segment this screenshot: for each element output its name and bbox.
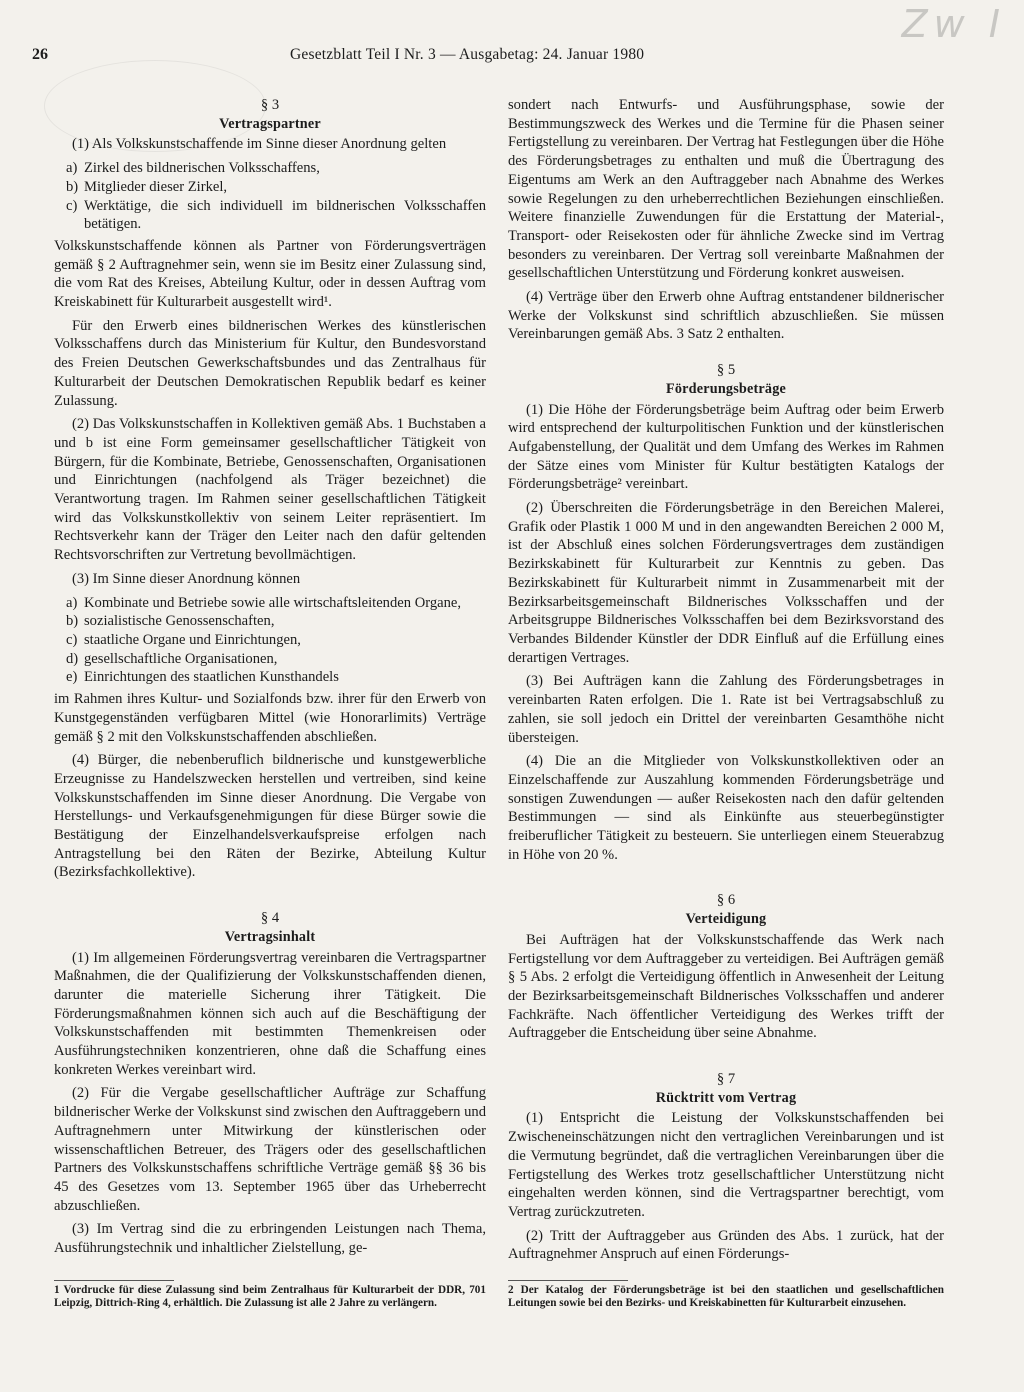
- s6-paragraph-1: Bei Aufträgen hat der Volkskunstschaffende das Werk nach Fertigstellung vor dem Auftraggeber zu verteidigen. Bei Aufträgen gemäß § 5 Abs. 2 erfolgt die Verteidigung öffentlich in Anwesenheit der Leitung der Bezirksarbeitsgemeinschaft Bildnerisches Volksschaffen und anderer Fachkräfte. Nach öffentlicher Verteidigung des Werkes trifft der Auftraggeber die Entscheidung über seine Abnahme.: [508, 931, 944, 1042]
- s3-list-1: [54, 159, 486, 234]
- left-column: [54, 96, 486, 1263]
- section-7-number: § 7: [716, 1071, 736, 1088]
- s5-paragraph-1: (1) Die Höhe der Förderungsbeträge beim Auftrag oder beim Erwerb wird entsprechend der kulturpolitischen Funktion und der künstlerischen Aufgabenstellung, der Qualität und dem Umfang des Werkes im Rahmen der Sätze eines vom Minister für Kultur bestätigten Katalogs der Förderungsbeträge² vereinbart.: [508, 401, 944, 493]
- footnote-2: 2 Der Katalog der Förderungsbeträge ist bei den staatlichen und gesellschaftlichen Leitungen sowie bei den Bezirks- und Kreiskabinetten für Kulturarbeit einzusehen.: [508, 1284, 944, 1310]
- section-5-number: § 5: [716, 362, 736, 379]
- s3-list-3: [54, 594, 486, 688]
- footnote-rule-left: [54, 1280, 174, 1281]
- section-5-title: Förderungsbeträge: [665, 380, 787, 397]
- s4-paragraph-2: (2) Für die Vergabe gesellschaftlicher Aufträge zur Schaffung bildnerischer Werke der Volkskunst sind zwischen den Auftraggebern und Auftragnehmern unter Mitwirkung der künstlerischen oder wissenschaftlichen Betreuer, des Trägers oder des gesellschaftlichen Partners des Volkskunstschaffens schriftliche Verträge gemäß §§ 36 bis 45 des Gesetzes vom 13. September 1965 über das Urheberrecht abzuschließen.: [54, 1085, 486, 1214]
- s5-paragraph-2: (2) Überschreiten die Förderungsbeträge in den Bereichen Malerei, Grafik oder Plastik 1 000 M und in den angewandten Bereichen 2 000 M, ist der Abschluß eines solchen Förderungsvertrages dem zuständigen Bezirkskabinett für Kulturarbeit zur Kenntnis zu geben. Das Bezirkskabinett für Kulturarbeit nimmt in Zusammenarbeit mit der Bezirksarbeitsgemeinschaft Bildnerisches Volksschaffen und der Arbeitsgruppe Bildnerisches Volksschaffen bei dem Bezirksvorstand des Verbandes Bildender Künstler der DDR Einfluß auf die Erfüllung eines derartigen Vertrages.: [508, 500, 944, 666]
- list-item: b) sozialistische Genossenschaften,: [66, 613, 275, 630]
- section-6-number: § 6: [716, 892, 736, 909]
- list-item: c) staatliche Organe und Einrichtungen,: [66, 631, 301, 648]
- section-4-number: § 4: [260, 910, 280, 927]
- section-3-title: Vertragspartner: [219, 115, 321, 132]
- page-header: [32, 46, 992, 68]
- s4-paragraph-4: (4) Verträge über den Erwerb ohne Auftrag entstandener bildnerischer Werke der Volkskunst sind schriftlich abzuschließen. Sie müssen Vereinbarungen gemäß Abs. 3 Satz 2 enthalten.: [508, 289, 944, 343]
- s5-paragraph-4: (4) Die an die Mitglieder von Volkskunstkollektiven oder an Einzelschaffende zur Auszahlung kommenden Förderungsbeträge und sonstigen Zuwendungen — außer Reisekosten nach den dafür geltenden Bestimmungen — sind als Einkünfte aus steuerbegünstigter freiberuflicher Tätigkeit zu besteuern. Sie unterliegen einem Steuerabzug in Höhe von 20 %.: [508, 753, 944, 863]
- list-item: b) Mitglieder dieser Zirkel,: [66, 178, 228, 195]
- list-item: e) Einrichtungen des staatlichen Kunsthandels: [66, 669, 339, 686]
- right-column: [508, 96, 944, 1269]
- list-item: a) Zirkel des bildnerischen Volksschaffens,: [66, 160, 320, 177]
- list-item: a) Kombinate und Betriebe sowie alle wirtschaftsleitenden Organe,: [66, 594, 462, 611]
- section-4-title: Vertragsinhalt: [224, 928, 316, 945]
- s4-paragraph-3-cont: sondert nach Entwurfs- und Ausführungsphase, sowie der Bestimmungszweck des Werkes und die Termine für die Phasen seiner Fertigstellung zu vereinbaren. Der Vertrag hat Festlegungen über die Höhe des Förderungsbetrages zu enthalten und muß die Übertragung des Eigentums am Werk an den Auftraggeber nach Abnahme des Werkes sowie Regelungen zu den urheberrechtlichen Beziehungen einschließen. Weitere finanzielle Zuwendungen für die Erstattung der Material-, Transport- oder Reisekosten oder für ähnliche Zwecke sind im Vertrag besonders zu vereinbaren. Der Vertrag soll vereinbarte Maßnahmen der gesellschaftlichen Unterstützung und Förderung konkret ausweisen.: [508, 97, 944, 282]
- s3-paragraph-3: (3) Im Sinne dieser Anordnung können: [72, 570, 301, 587]
- section-6-title: Verteidigung: [685, 911, 767, 928]
- list-item: c) Werktätige, die sich individuell im bildnerischen Volksschaffen betätigen.: [66, 197, 486, 233]
- header-title: Gesetzblatt Teil I Nr. 3 — Ausgabetag: 24. Januar 1980: [290, 46, 645, 63]
- handwritten-mark: Zw I: [901, 2, 1006, 46]
- s7-paragraph-2: (2) Tritt der Auftraggeber aus Gründen des Abs. 1 zurück, hat der Auftragnehmer Anspruch auf einen Förderungs-: [508, 1227, 944, 1263]
- s3-paragraph-1b: Volkskunstschaffende können als Partner von Förderungsverträgen gemäß § 2 Auftragnehmer sein, wenn sie im Besitz einer Zulassung sind, die vom Rat des Kreises, Abteilung Kultur, oder in dessen Auftrag vom Kreiskabinett für Kulturarbeit ausgestellt wird¹.: [54, 237, 486, 311]
- footnote-rule-right: [508, 1280, 628, 1281]
- s3-paragraph-2: (2) Das Volkskunstschaffen in Kollektiven gemäß Abs. 1 Buchstaben a und b ist eine Form gemeinsamer gesellschaftlicher Tätigkeit von Bürgern, für die Kombinate, Betriebe, Genossenschaften, Organisationen und Einrichtungen (nachfolgend als Träger bezeichnet) die Verantwortung tragen. Im Rahmen seiner gesellschaftlichen Tätigkeit wird das Volkskunstkollektiv von seinem Leiter repräsentiert. Im Rechtsverkehr kann der Träger den Leiter nach den dafür geltenden Rechtsvorschriften zur Vertretung bevollmächtigen.: [54, 416, 486, 564]
- s4-paragraph-1: (1) Im allgemeinen Förderungsvertrag vereinbaren die Vertragspartner Maßnahmen, die der Qualifizierung der Volkskunstschaffenden dienen, darunter die materielle Sicherung ihrer Tätigkeit. Die Förderungsmaßnahmen können sich auch auf die Beschäftigung der Volkskunstschaffenden mit bestimmten Themenkreisen oder Ausführungstechniken konzentrieren, ohne daß die Schaffung eines konkreten Werkes vereinbart wird.: [54, 949, 486, 1078]
- s7-paragraph-1: (1) Entspricht die Leistung der Volkskunstschaffenden bei Zwischeneinschätzungen nicht den vertraglichen Vereinbarungen und ist die Vermutung begründet, daß die vertraglichen Vereinbarungen über die Fertigstellung des Werkes trotz gesellschaftlicher Unterstützung nicht eingehalten werden können, sind die Vertragspartner berechtigt, vom Vertrag zurückzutreten.: [508, 1110, 944, 1220]
- section-7-title: Rücktritt vom Vertrag: [655, 1089, 797, 1106]
- s3-paragraph-1: (1) Als Volkskunstschaffende im Sinne dieser Anordnung gelten: [72, 136, 447, 153]
- s4-paragraph-3-start: (3) Im Vertrag sind die zu erbringenden Leistungen nach Thema, Ausführungstechnik und inhaltlicher Zielstellung, ge-: [54, 1221, 486, 1257]
- footnote-1: 1 Vordrucke für diese Zulassung sind beim Zentralhaus für Kulturarbeit der DDR, 701 Leipzig, Dittrich-Ring 4, erhältlich. Die Zulassung ist alle 2 Jahre zu verlängern.: [54, 1284, 486, 1310]
- page-number: 26: [32, 46, 48, 63]
- s3-paragraph-4: (4) Bürger, die nebenberuflich bildnerische und kunstgewerbliche Erzeugnisse zu Handelszwecken herstellen und vertreiben, sind keine Volkskunstschaffenden im Sinne dieser Anordnung. Die Vergabe von Herstellungs- und Verkaufsgenehmigungen für diese Bürger sowie die Bestätigung der Einzelhandelsverkaufspreise erfolgen nach Antragstellung bei den Räten der Bezirke, Abteilung Kultur (Bezirksfachkollektive).: [54, 752, 486, 881]
- section-3-number: § 3: [260, 97, 280, 113]
- s5-paragraph-3: (3) Bei Aufträgen kann die Zahlung des Förderungsbetrages in vereinbarten Raten erfolgen. Die 1. Rate ist bei Vertragsabschluß zu zahlen, sie soll jedoch ein Drittel der vereinbarten Gesamthöhe nicht übersteigen.: [508, 673, 944, 746]
- list-item: d) gesellschaftliche Organisationen,: [66, 650, 278, 667]
- s3-paragraph-3b: im Rahmen ihres Kultur- und Sozialfonds bzw. ihrer für den Erwerb von Kunstgegenständen verfügbaren Mittel (wie Honorarlimits) Verträge gemäß § 2 mit den Volkskunstschaffenden abschließen.: [54, 691, 486, 745]
- s3-paragraph-1c: Für den Erwerb eines bildnerischen Werkes des künstlerischen Volksschaffens durch das Ministerium für Kultur, den Bundesvorstand des Freien Deutschen Gewerkschaftsbundes und das Zentralhaus für Kulturarbeit der Deutschen Demokratischen Republik bedarf es keiner Zulassung.: [54, 317, 486, 409]
